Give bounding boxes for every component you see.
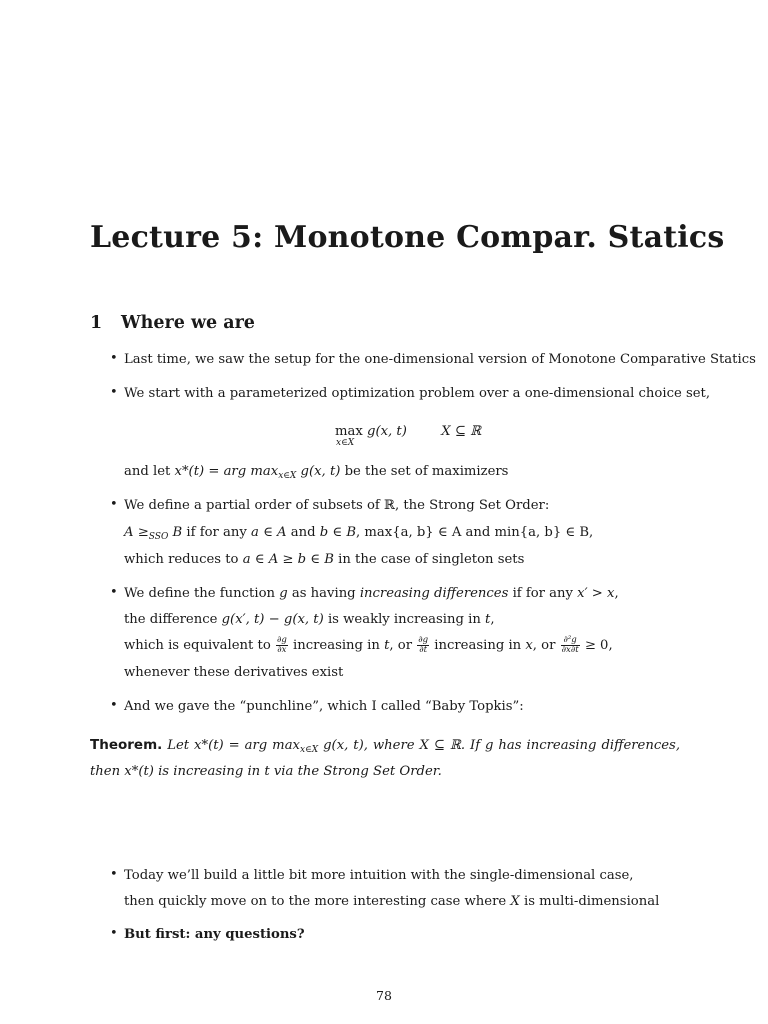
section-title: Where we are: [121, 313, 255, 333]
maximizer-definition: and let x*(t) = arg $\max_{x\in X} g(x$, t) be the set of maximizers: [124, 464, 509, 481]
difference-line: the difference g(x′, t) − g(x, t) is weakly increasing in t,: [124, 612, 495, 627]
partial-g-x: $\frac{\partial g}{\partial x}$: [276, 635, 287, 655]
section-heading: [90, 313, 255, 333]
multi-dimensional-line: then quickly move on to the more interesting case where X is multi-dimensional: [124, 894, 660, 909]
bullet-setup: We start with a parameterized optimization problem over a one-dimensional choice set,: [124, 386, 711, 401]
derivatives-exist: whenever these derivatives exist: [124, 665, 344, 680]
page-title: Lecture 5: Monotone Compar. Statics: [90, 220, 725, 255]
cross-partial: $\frac{\text{∂²g}}{\partial x\partial t}$: [561, 635, 579, 655]
bullet-dot: •: [110, 497, 118, 512]
choice-set: X ⊆ ℝ: [441, 424, 482, 439]
bullet-dot: •: [110, 867, 118, 882]
bullet-dot: •: [110, 698, 118, 713]
theorem-label: Theorem.: [90, 737, 163, 753]
derivative-conditions: which is equivalent to $\frac{\partial g}{\partial x}$ increasing in t, or $\frac{\partial g}{\partial t}$ increasing in x, or $\frac{\text{∂²g}}{\partial x\partial t}$ ≥ 0,: [124, 635, 613, 655]
sso-definition: $A \ge_{SSO}$ B if for any a ∈ A and b ∈ B, max{a, b} ∈ A and min{a, b} ∈ B,: [124, 525, 594, 542]
objective-function: g(x, t): [367, 424, 407, 439]
bullet-dot: •: [110, 351, 118, 366]
display-equation: [335, 424, 482, 448]
bullet-strong-set-order: We define a partial order of subsets of ℝ, the Strong Set Order:: [124, 498, 550, 513]
partial-g-t: $\frac{\partial g}{\partial t}$: [418, 635, 429, 655]
theorem-block: Theorem. Let x*(t) = arg $\max_{x\in X} g(x$, t), where X ⊆ ℝ. If g has increasing differences, then x*(t) is increasing in t via the Strong Set Order.: [90, 737, 681, 779]
bullet-punchline: And we gave the “punchline”, which I called “Baby Topkis”:: [124, 699, 524, 714]
sso-singleton: which reduces to a ∈ A ≥ b ∈ B in the case of singleton sets: [124, 552, 525, 567]
bullet-last-time: Last time, we saw the setup for the one-dimensional version of Monotone Comparative Statics: [124, 352, 756, 367]
page-number: 78: [376, 988, 392, 1003]
bullet-dot: •: [110, 585, 118, 600]
section-number: 1: [90, 313, 103, 333]
bullet-dot: •: [110, 385, 118, 400]
bullet-increasing-differences: We define the function g as having increasing differences if for any x′ > x,: [124, 586, 619, 601]
bullet-dot: •: [110, 926, 118, 941]
bullet-today: Today we’ll build a little bit more intuition with the single-dimensional case,: [124, 868, 634, 883]
bullet-questions: But first: any questions?: [124, 927, 305, 942]
max-operator: max x∈X: [335, 424, 363, 448]
